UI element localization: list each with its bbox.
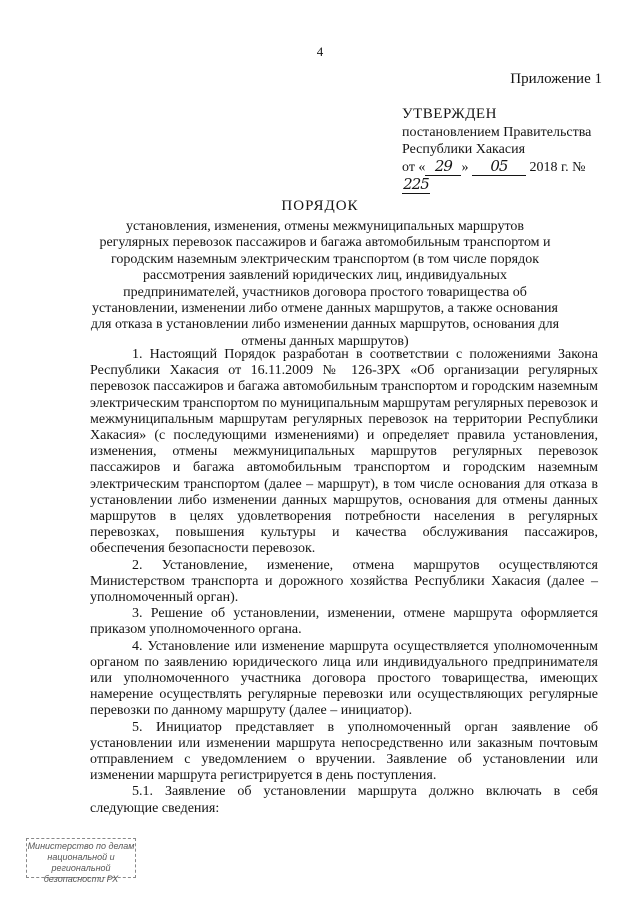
stamp-line-1: Министерство по делам (27, 841, 135, 851)
paragraph-5: 5. Инициатор представляет в уполномоченный орган заявление об установлении или изменении маршрута непосредственно или заказным почтовым отправлением с уведомлением о вручении. Заявление об установлении или изменении маршрута регистрируется в день поступления. (90, 719, 598, 784)
paragraph-5-1: 5.1. Заявление об установлении маршрута должно включать в себя следующие сведения: (90, 784, 598, 816)
stamp-line-2: национальной и региональной (47, 852, 115, 873)
document-subtitle: установления, изменения, отмены межмуниципальных маршрутов регулярных перевозок пассажиров и багажа автомобильным транспортом и городским наземным электрическим транспортом (в том числе порядок рассмотрения заявлений юридических лиц, индивидуальных предпринимателей, участников договора простого товарищества об установлении, изменении либо отмене данных маршрутов, а также основания для отказа в установлении либо изменении данных маршрутов, основания для отмены данных маршрутов) (90, 219, 560, 349)
date-year: 2018 г. № (529, 160, 586, 175)
date-prefix: от « (402, 160, 426, 175)
approval-line-2: Республики Хакасия (402, 142, 526, 157)
registration-stamp (26, 838, 136, 884)
paragraph-1: 1. Настоящий Порядок разработан в соответствии с положениями Закона Республики Хакасия от 16.11.2009 № 126-ЗРХ «Об организации регулярных перевозок пассажиров и багажа автомобильным транспортом и городским наземным электрическим транспортом по муниципальным маршрутам регулярных перевозок и межмуниципальным маршрутам регулярных перевозок на территории Республики Хакасия» (с последующими изменениями) и определяет правила установления, изменения, отмены межмуниципальных маршрутов регулярных перевозок пассажиров и багажа автомобильным транспортом и городским наземным электрическим транспортом (далее – маршрут), в том числе основания для отказа в установлении либо изменении данных маршрутов, основания для отмены данных маршрутов в целях удовлетворения потребности населения в регулярных перевозках, повышения культуры и качества обслуживания пассажиров, обеспечения безопасности перевозок. (90, 347, 598, 557)
date-day: 29 (425, 158, 461, 176)
approval-heading: УТВЕРЖДЕН (402, 106, 497, 122)
paragraph-3: 3. Решение об установлении, изменении, отмене маршрута оформляется приказом уполномоченного органа. (90, 606, 598, 638)
date-month: 05 (472, 158, 526, 176)
document-title: ПОРЯДОК (281, 198, 359, 214)
date-mid: » (461, 160, 469, 175)
approval-date-line (402, 158, 602, 194)
paragraph-2: 2. Установление, изменение, отмена маршрутов осуществляются Министерством транспорта и дорожного хозяйства Республики Хакасия (далее – уполномоченный орган). (90, 557, 598, 606)
document-body (90, 347, 598, 817)
approval-line-1: постановлением Правительства (402, 125, 592, 140)
paragraph-4: 4. Установление или изменение маршрута осуществляется уполномоченным органом по заявлению юридического лица или индивидуального предпринимателя или уполномоченного участника договора простого товарищества, имеющих намерение осуществлять регулярные перевозки или осуществляющих регулярные перевозки по данному маршруту (далее – инициатор). (90, 638, 598, 719)
page-number: 4 (316, 44, 324, 59)
approval-block (402, 106, 602, 194)
appendix-label: Приложение 1 (510, 71, 602, 87)
decree-number: 225 (403, 175, 429, 193)
stamp-line-3: безопасности РХ (43, 874, 119, 884)
